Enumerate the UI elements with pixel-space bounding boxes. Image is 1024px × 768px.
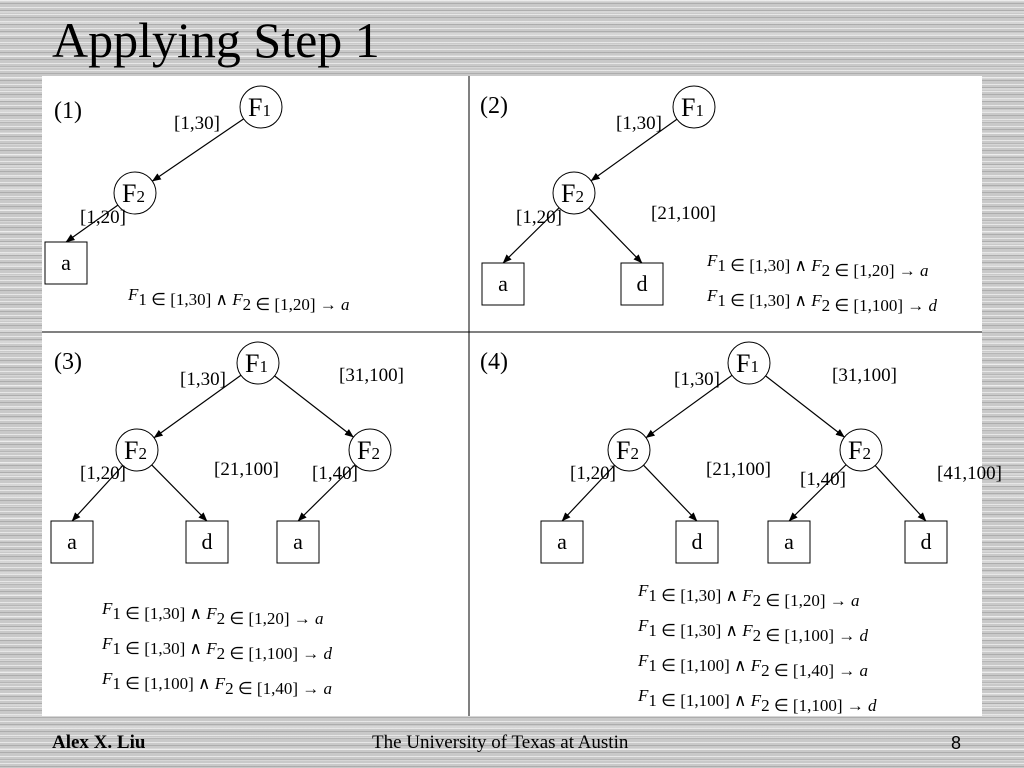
panel-3-leaf-1-label: d <box>201 529 213 554</box>
panel-4-leaf-0-label: a <box>557 529 567 554</box>
panel-3-rule-2: F1 ∈ [1,100] ∧ F2 ∈ [1,40] → a <box>102 669 332 698</box>
panel-2-leaf-1-label: d <box>636 271 648 296</box>
panel-1-leaf-0-label: a <box>61 250 71 275</box>
panel-2-edge-label-2: [21,100] <box>651 203 716 224</box>
panel-2-leaf-0-label: a <box>498 271 508 296</box>
panel-3-edge-3 <box>152 465 207 521</box>
panel-4-rule-0: F1 ∈ [1,30] ∧ F2 ∈ [1,20] → a <box>638 581 860 610</box>
panel-4-edge-label-0: [1,30] <box>674 369 720 390</box>
panel-4-node-f1-label: F1 <box>736 349 759 378</box>
panel-4-leaf-2-label: a <box>784 529 794 554</box>
panel-2-edge-label-1: [1,20] <box>516 207 562 228</box>
page-number: 8 <box>951 733 962 753</box>
panel-3-leaf-0-label: a <box>67 529 77 554</box>
panel-3-rule-1: F1 ∈ [1,30] ∧ F2 ∈ [1,100] → d <box>102 634 332 663</box>
footer-institution: The University of Texas at Austin <box>372 732 629 753</box>
panel-4-node-f2b-label: F2 <box>848 436 871 465</box>
panel-4-edge-label-1: [31,100] <box>832 365 897 386</box>
panel-4-rule-2: F1 ∈ [1,100] ∧ F2 ∈ [1,40] → a <box>638 651 868 680</box>
panel-3-rule-0: F1 ∈ [1,30] ∧ F2 ∈ [1,20] → a <box>102 599 324 628</box>
panel-4-edge-label-2: [1,20] <box>570 463 616 484</box>
panel-1-node-f2-label: F2 <box>122 179 145 208</box>
panel-2-node-f2-label: F2 <box>561 179 584 208</box>
panel-4-edge-3 <box>644 465 697 521</box>
panel-3-edge-label-0: [1,30] <box>180 369 226 390</box>
panel-3-node-f1-label: F1 <box>245 349 268 378</box>
panel-4-leaf-1-label: d <box>691 529 703 554</box>
panel-3-edge-label-4: [1,40] <box>312 463 358 484</box>
content-panel <box>42 76 1002 716</box>
panel-3-node-f2b-label: F2 <box>357 436 380 465</box>
footer-author: Alex X. Liu <box>52 732 146 753</box>
panel-1-edge-label-0: [1,30] <box>174 113 220 134</box>
panel-1-node-f1-label: F1 <box>248 93 271 122</box>
panel-4-edge-label-5: [41,100] <box>937 463 1002 484</box>
panel-4-edge-label-4: [1,40] <box>800 469 846 490</box>
panel-2-label: (2) <box>480 93 508 119</box>
slide-title: Applying Step 1 <box>52 12 380 68</box>
panel-4-label: (4) <box>480 349 508 375</box>
panel-2-rule-0: F1 ∈ [1,30] ∧ F2 ∈ [1,20] → a <box>707 251 929 280</box>
panel-3-edge-label-3: [21,100] <box>214 459 279 480</box>
panel-2-edge-label-0: [1,30] <box>616 113 662 134</box>
panel-4-edge-5 <box>875 465 926 521</box>
panel-3-edge-label-1: [31,100] <box>339 365 404 386</box>
panel-2-edge-2 <box>589 208 642 263</box>
decision-diagram <box>42 76 1002 716</box>
panel-4-edge-label-3: [21,100] <box>706 459 771 480</box>
panel-4-node-f2a-label: F2 <box>616 436 639 465</box>
panel-1-rule-0: F1 ∈ [1,30] ∧ F2 ∈ [1,20] → a <box>128 285 350 314</box>
panel-3-label: (3) <box>54 349 82 375</box>
panel-4-rule-3: F1 ∈ [1,100] ∧ F2 ∈ [1,100] → d <box>638 686 877 715</box>
panel-4-leaf-3-label: d <box>920 529 932 554</box>
panel-4-rule-1: F1 ∈ [1,30] ∧ F2 ∈ [1,100] → d <box>638 616 868 645</box>
panel-3-node-f2a-label: F2 <box>124 436 147 465</box>
panel-2-node-f1-label: F1 <box>681 93 704 122</box>
panel-3-leaf-2-label: a <box>293 529 303 554</box>
panel-1-edge-label-1: [1,20] <box>80 207 126 228</box>
panel-1-label: (1) <box>54 98 82 124</box>
panel-3-edge-label-2: [1,20] <box>80 463 126 484</box>
panel-2-rule-1: F1 ∈ [1,30] ∧ F2 ∈ [1,100] → d <box>707 286 937 315</box>
